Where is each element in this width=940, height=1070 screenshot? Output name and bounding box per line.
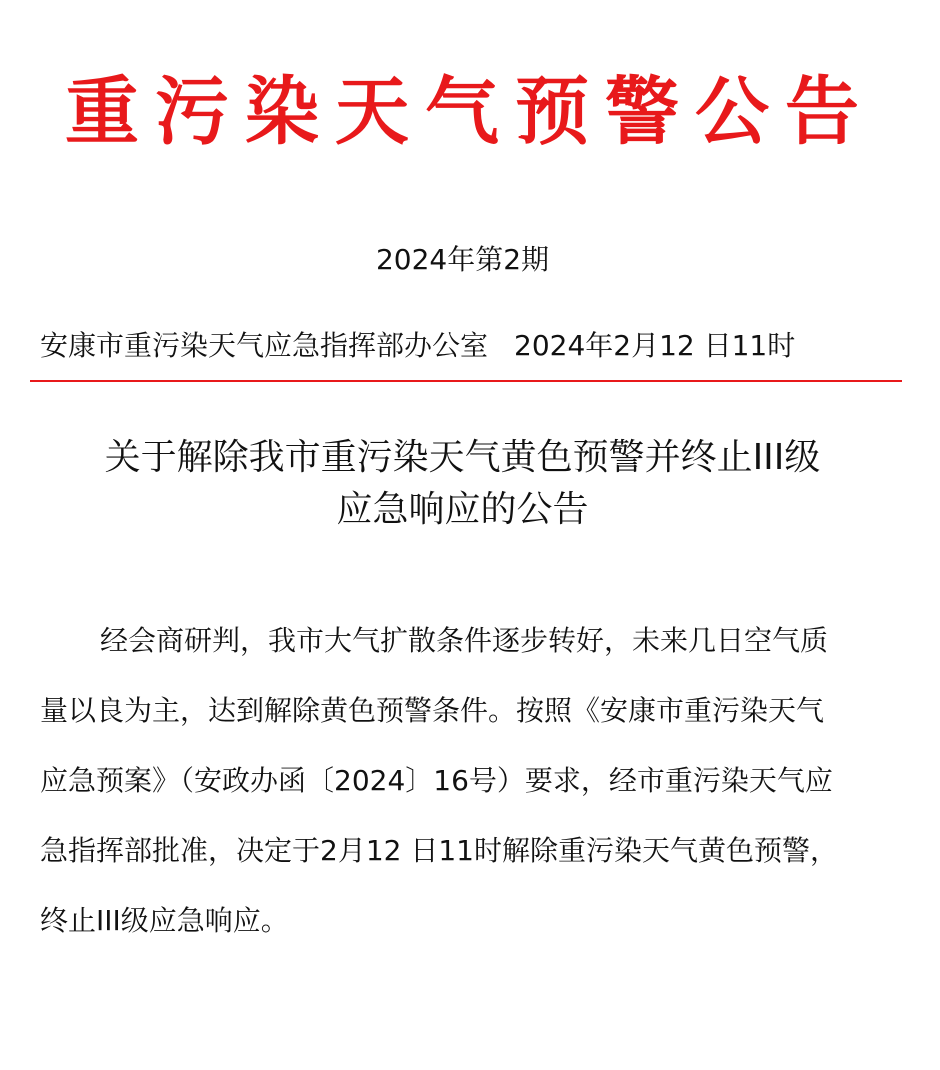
red-divider xyxy=(30,380,902,382)
announcement-body xyxy=(40,606,910,956)
document-title-line-2: 应急响应的公告 xyxy=(336,489,589,530)
body-line: 终止III级应急响应。 xyxy=(40,904,289,937)
masthead-title: 重污染天气预警公告 xyxy=(65,69,875,155)
document-title-line-1: 关于解除我市重污染天气黄色预警并终止III级 xyxy=(104,437,821,478)
body-line: 经会商研判，我市大气扩散条件逐步转好，未来几日空气质 xyxy=(100,624,829,657)
issuer-line xyxy=(40,326,795,366)
body-line: 急指挥部批准，决定于2月12 日11时解除重污染天气黄色预警， xyxy=(40,834,838,867)
body-line: 量以良为主，达到解除黄色预警条件。按照《安康市重污染天气 xyxy=(40,694,825,727)
issuer-name: 安康市重污染天气应急指挥部办公室 xyxy=(40,329,489,362)
issue-number: 2024年第2期 xyxy=(375,243,550,276)
document-title xyxy=(0,432,925,536)
body-line: 应急预案》（安政办函〔2024〕16号）要求，经市重污染天气应 xyxy=(40,764,833,797)
issue-datetime: 2024年2月12 日11时 xyxy=(514,329,796,362)
